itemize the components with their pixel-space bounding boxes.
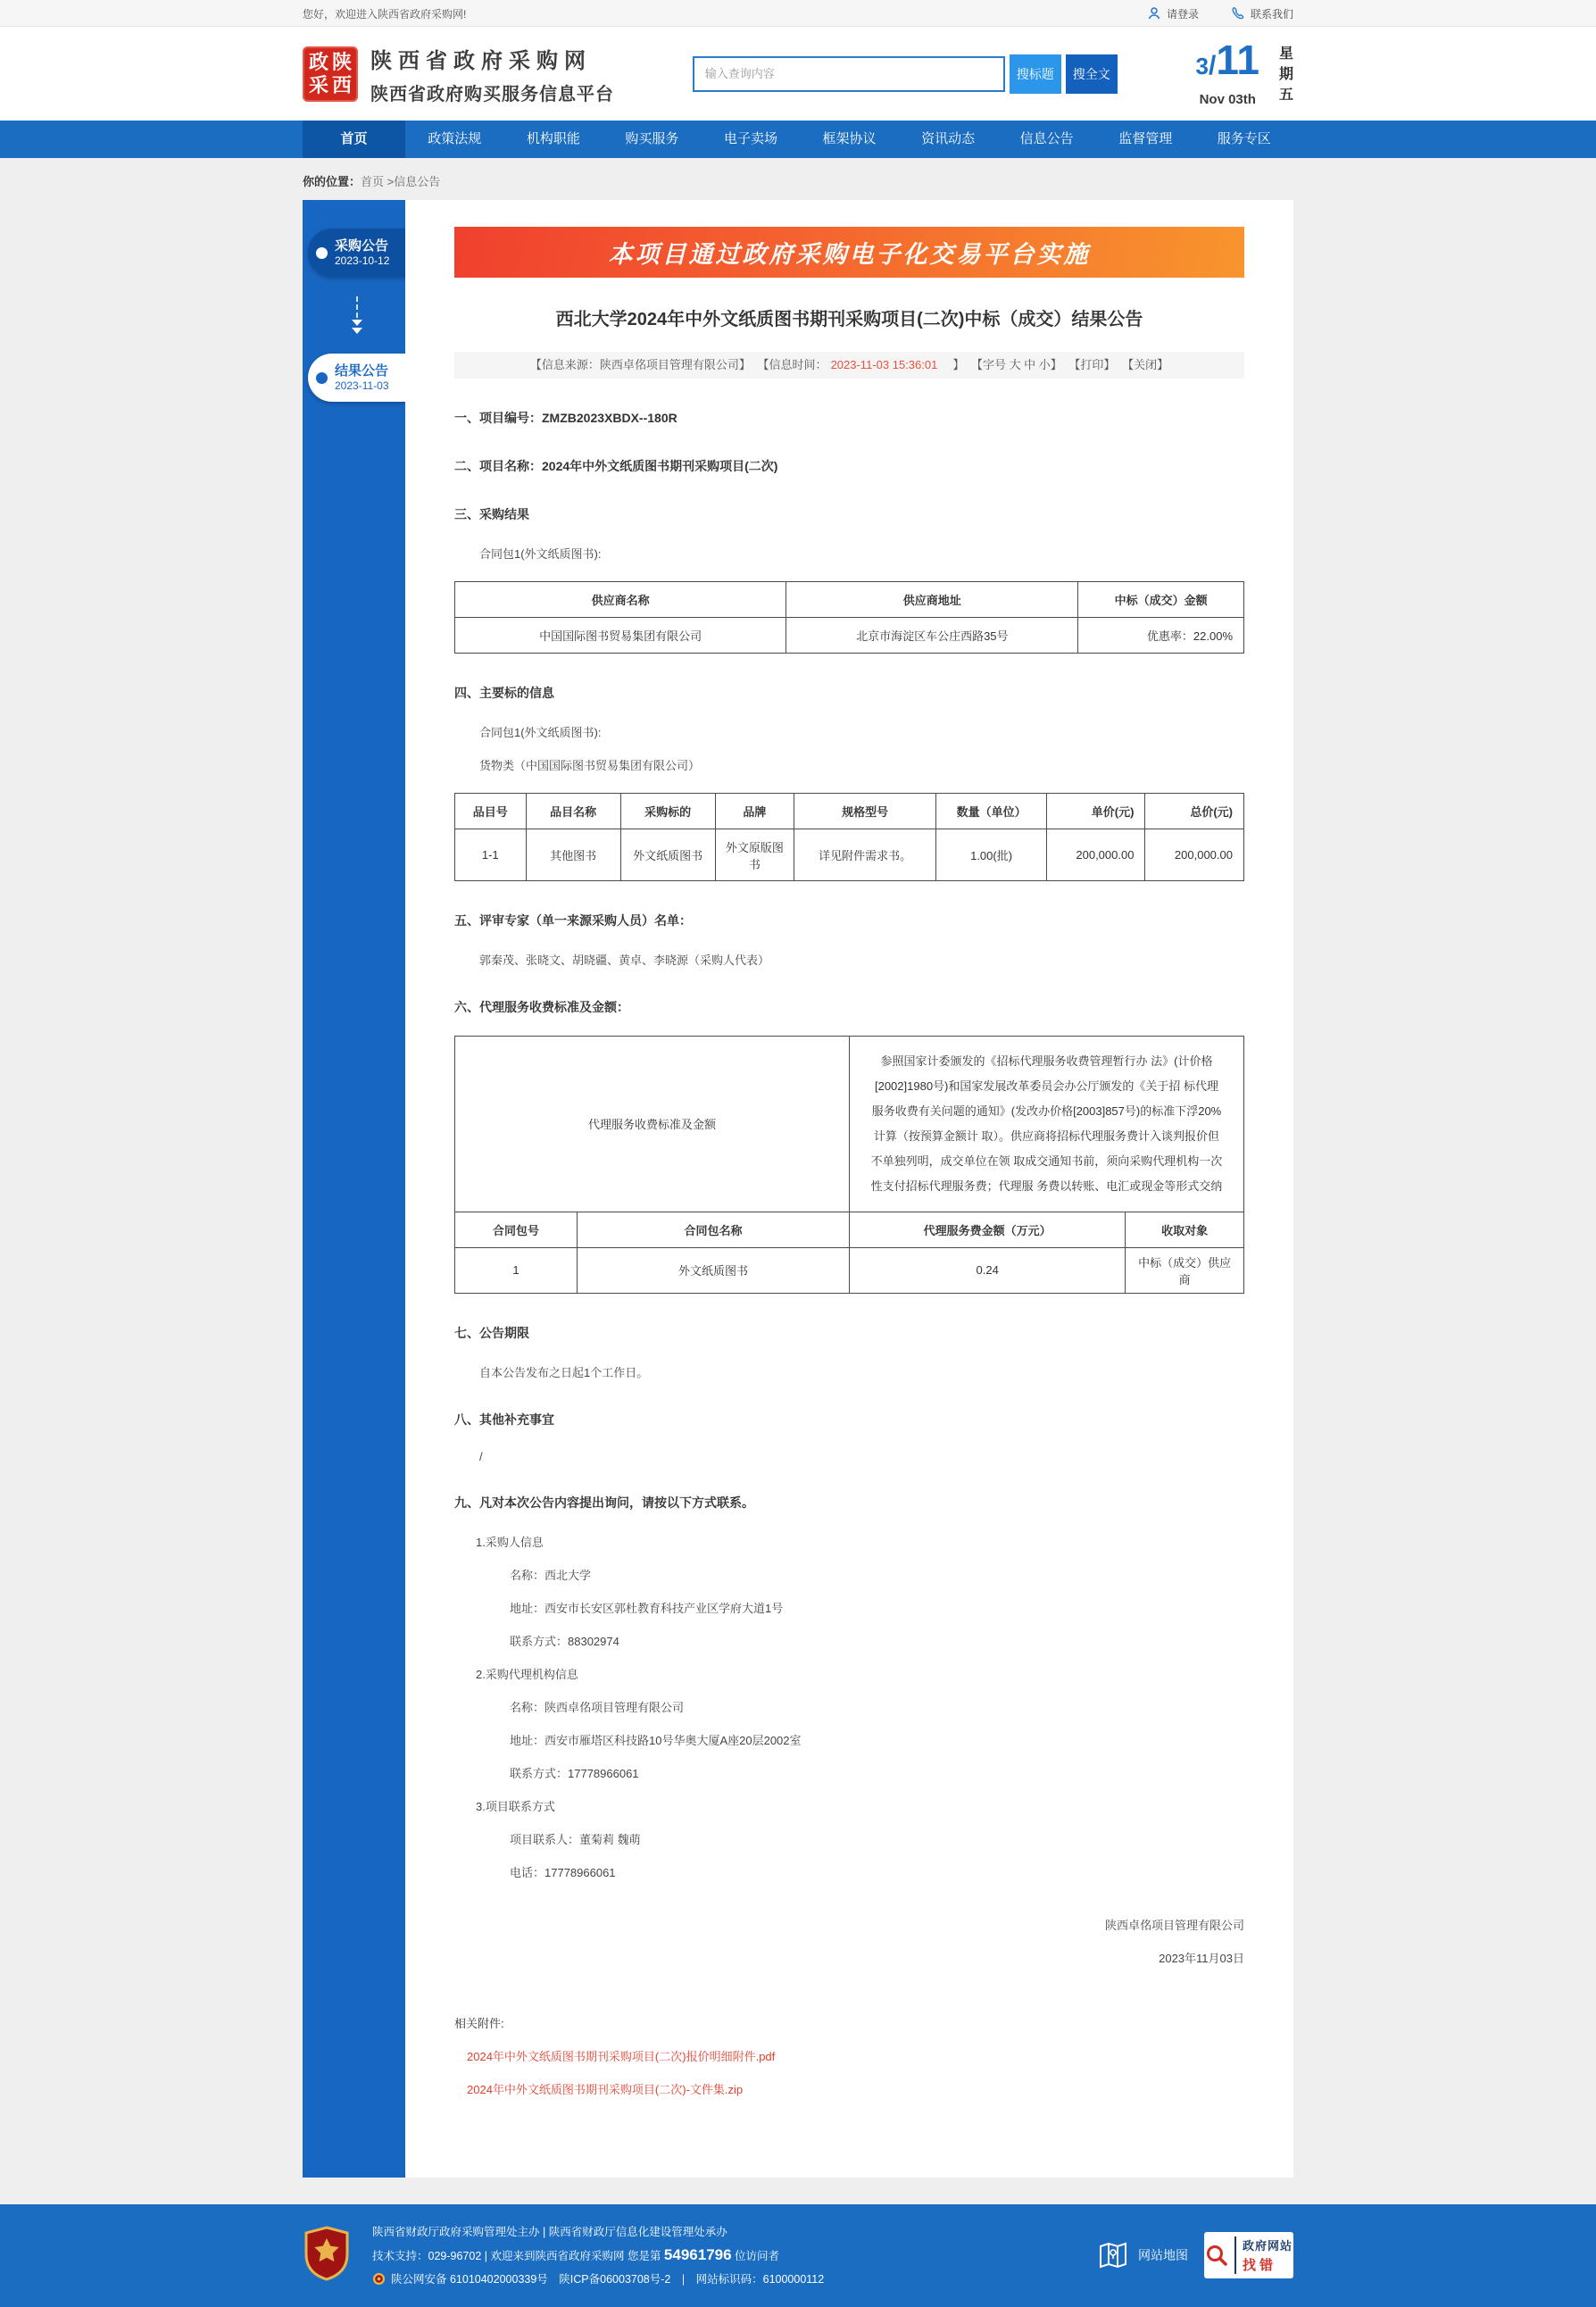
search-fulltext-button[interactable]: 搜全文 [1066, 54, 1118, 94]
nav-item-home[interactable]: 首页 [303, 121, 405, 158]
project-contact-person: 项目联系人：董菊莉 魏萌 [510, 1832, 641, 1846]
nav-item-framework[interactable]: 框架协议 [822, 131, 877, 146]
search-box [693, 54, 1118, 94]
weekday-label: 星 期 五 [1278, 46, 1293, 103]
col-award-amount: 中标（成交）金额 [1078, 582, 1244, 618]
step-date: 2023-10-12 [335, 254, 390, 267]
search-title-button[interactable]: 搜标题 [1010, 54, 1061, 94]
section-4-note1: 合同包1(外文纸质图书): [479, 726, 602, 739]
article-meta-bar: 【信息来源：陕西卓佲项目管理有限公司】 【信息时间： 2023-11-03 15:36:01 】 【字号 大 中 小】 【打印】 【关闭】 [454, 352, 1244, 379]
font-size-controls[interactable]: 【字号 大 中 小】 [970, 358, 1062, 371]
user-icon [1147, 6, 1161, 21]
gov-site-error-report-badge[interactable] [1204, 2232, 1293, 2278]
article-panel [405, 200, 1293, 2178]
section-2-heading: 二、项目名称：2024年中外文纸质图书期刊采购项目(二次) [454, 459, 778, 473]
login-link[interactable] [1147, 6, 1199, 21]
phone-icon [1231, 6, 1245, 21]
section-3-heading: 三、采购结果 [454, 507, 529, 521]
purchaser-group-title: 1.采购人信息 [476, 1535, 544, 1549]
welcome-text: 您好，欢迎进入陕西省政府采购网! [303, 7, 467, 21]
err-badge-line2: 找错 [1242, 2258, 1276, 2274]
breadcrumb-home[interactable]: 首页 [361, 175, 385, 188]
purchaser-address: 地址：西安市长安区郭杜教育科技产业区学府大道1号 [510, 1601, 784, 1615]
fee-standard-description: 参照国家计委颁发的《招标代理服务收费管理暂行办 法》(计价格[2002]1980号)和国家发展改革委员会办公厅颁发的《关于招 标代理服务收费有关问题的通知》(发改办价格[2003]857号)的标准下浮20%计算（按预算金额计 取）。供应商将招标代理服务费计入谈判报价但不单独列明，成交单位在领 取成交通知书前，须向采购代理机构一次性支付招标代理服务费；代理服 务费以转账、电汇或现金等形式交纳 [849, 1037, 1243, 1212]
site-subtitle: 陕西省政府购买服务信息平台 [370, 84, 614, 104]
nav-item-e-market[interactable]: 电子卖场 [723, 131, 777, 146]
footer-organizer-line: 陕西省财政厅政府采购管理处主办 | 陕西省财政厅信息化建设管理处承办 [372, 2225, 727, 2238]
footer-support-line: 技术支持：029-96702 | 欢迎来到陕西省政府采购网 您是第 54961796 位访问者 [372, 2245, 780, 2263]
step-date: 2023-11-03 [335, 379, 389, 392]
section-8-text: / [479, 1449, 483, 1463]
signature-company: 陕西卓佲项目管理有限公司 [1104, 1918, 1244, 1932]
section-8-heading: 八、其他补充事宜 [454, 1412, 554, 1427]
step-dot [316, 247, 328, 259]
contact-label: 联系我们 [1250, 7, 1293, 21]
site-logo[interactable] [303, 43, 614, 105]
date-day: 11 [1216, 37, 1259, 83]
breadcrumb-current[interactable]: 信息公告 [394, 175, 441, 188]
sitemap-label: 网站地图 [1138, 2248, 1188, 2263]
site-footer [0, 2204, 1596, 2307]
seal-row1: 政陕 [308, 50, 355, 73]
timeline-sidebar [303, 200, 405, 2178]
breadcrumb-label: 你的位置： [303, 175, 362, 188]
seal-row2: 采西 [308, 73, 355, 96]
items-table: 品目号 品目名称 采购标的 品牌 规格型号 数量（单位） 单价(元) 总价(元) 1-1 其他图书 外文纸质图书 外文原版图书 详见附件需求书。 1.00(批) 200,000.00 200,000.00 [454, 793, 1244, 881]
breadcrumb: 你的位置：首页 >信息公告 [303, 175, 441, 188]
main-navbar [0, 121, 1596, 158]
section-7-heading: 七、公告期限 [454, 1325, 529, 1340]
print-button[interactable]: 【打印】 [1068, 358, 1116, 371]
col-supplier-address: 供应商地址 [786, 582, 1078, 618]
expert-names: 郭秦茂、张晓文、胡晓疆、黄卓、李晓源（采购人代表） [479, 954, 770, 967]
section-3-note: 合同包1(外文纸质图书): [479, 547, 602, 561]
col-supplier-name: 供应商名称 [455, 582, 786, 618]
visitor-count: 54961796 [663, 2245, 732, 2263]
contact-link[interactable] [1231, 6, 1293, 21]
police-badge-icon [372, 2272, 386, 2286]
purchaser-name: 名称：西北大学 [510, 1568, 592, 1582]
step-title: 采购公告 [335, 237, 389, 254]
signature-date: 2023年11月03日 [1159, 1951, 1244, 1965]
nav-item-supervision[interactable]: 监督管理 [1118, 131, 1173, 146]
step-title: 结果公告 [335, 362, 389, 379]
close-button[interactable]: 【关闭】 [1122, 358, 1169, 371]
agency-group-title: 2.采购代理机构信息 [476, 1667, 578, 1681]
section-1-heading: 一、项目编号：ZMZB2023XBDX--180R [454, 411, 677, 425]
section-4-heading: 四、主要标的信息 [454, 686, 554, 700]
supplier-result-table [454, 581, 1244, 654]
nav-item-announcements[interactable]: 信息公告 [1019, 131, 1074, 146]
magnifier-icon [1205, 2244, 1228, 2267]
signature-block [454, 1916, 1244, 1966]
sidebar-item-result-notice[interactable] [308, 354, 405, 402]
map-icon [1097, 2239, 1129, 2271]
fee-standard-label: 代理服务收费标准及金额 [455, 1037, 850, 1212]
login-label: 请登录 [1166, 7, 1199, 21]
party-government-badge-icon [303, 2226, 351, 2286]
article-title: 西北大学2024年中外文纸质图书期刊采购项目(二次)中标（成交）结果公告 [555, 310, 1143, 329]
top-utility-bar [0, 0, 1596, 27]
table-row: 1 外文纸质图书 0.24 中标（成交）供应商 [455, 1247, 1244, 1293]
site-title: 陕西省政府采购网 [370, 48, 592, 73]
agency-contact: 联系方式：17778966061 [510, 1766, 639, 1780]
attachments-label: 相关附件: [454, 2016, 504, 2030]
meta-source: 【信息来源：陕西卓佲项目管理有限公司】 [529, 358, 751, 371]
site-header [0, 27, 1596, 121]
nav-item-functions[interactable]: 机构职能 [526, 131, 580, 146]
platform-banner: 本项目通过政府采购电子化交易平台实施 [454, 227, 1244, 278]
project-contact-phone: 电话：17778966061 [510, 1865, 616, 1879]
table-row: 1-1 其他图书 外文纸质图书 外文原版图书 详见附件需求书。 1.00(批) 200,000.00 200,000.00 [455, 829, 1244, 881]
section-5-heading: 五、评审专家（单一来源采购人员）名单： [454, 913, 692, 928]
section-9-heading: 九、凡对本次公告内容提出询问，请按以下方式联系。 [454, 1495, 754, 1510]
seal-logo-icon [303, 46, 358, 102]
step-dot [316, 372, 328, 384]
date-english: Nov 03th [1199, 92, 1256, 107]
section-7-text: 自本公告发布之日起1个工作日。 [479, 1365, 649, 1379]
nav-item-policies[interactable]: 政策法规 [428, 131, 482, 146]
section-6-heading: 六、代理服务收费标准及金额： [454, 1000, 629, 1014]
agency-name: 名称：陕西卓佲项目管理有限公司 [510, 1700, 685, 1714]
meta-time: 2023-11-03 15:36:01 [830, 358, 938, 371]
nav-item-service-zone[interactable]: 服务专区 [1217, 131, 1271, 146]
attachment-pdf-link[interactable]: 2024年中外文纸质图书期刊采购项目(二次)报价明细附件.pdf [467, 2049, 776, 2063]
attachment-zip-link[interactable]: 2024年中外文纸质图书期刊采购项目(二次)-文件集.zip [467, 2082, 744, 2096]
section-4-note2: 货物类（中国国际图书贸易集团有限公司） [479, 759, 701, 772]
footer-registration-line: 陕公网安备 61010402000339号 陕ICP备06003708号-2 | 网站标识码：6100000112 [372, 2268, 1076, 2291]
err-badge-line1: 政府网站 [1242, 2239, 1293, 2253]
agency-fee-table: 代理服务收费标准及金额 参照国家计委颁发的《招标代理服务收费管理暂行办 法》(计价格[2002]1980号)和国家发展改革委员会办公厅颁发的《关于招 标代理服务收费有关问题的通知》(发改办价格[2003]857号)的标准下浮20%计算（按预算金额计 取）。供应商将招标代理服务费计入谈判报价但不单独列明，成交单位在领 取成交通知书前，须向采购代理机构一次性支付招标代理服务费；代理服 务费以转账、电汇或现金等形式交纳 合同包号 合同包名称 代理服务费金额（万元） 收取对象 1 外文纸质图书 0.24 中标（成交）供应商 [454, 1036, 1244, 1294]
agency-address: 地址：西安市雁塔区科技路10号华奥大厦A座20层2002室 [510, 1733, 802, 1747]
nav-item-news[interactable]: 资讯动态 [921, 131, 976, 146]
date-widget: 3/11 Nov 03th 星 期 五 [1195, 37, 1293, 107]
purchaser-contact: 联系方式：88302974 [510, 1634, 619, 1648]
search-input[interactable] [693, 56, 1005, 92]
sitemap-link[interactable] [1097, 2239, 1188, 2271]
nav-item-purchase-service[interactable]: 购买服务 [625, 131, 679, 146]
sidebar-item-procurement-notice[interactable] [308, 229, 405, 277]
table-row: 中国国际图书贸易集团有限公司 北京市海淀区车公庄西路35号 优惠率：22.00% [455, 618, 1244, 654]
project-contact-group-title: 3.项目联系方式 [476, 1799, 555, 1813]
date-month: 3 [1195, 53, 1209, 79]
timeline-arrow [308, 277, 405, 354]
